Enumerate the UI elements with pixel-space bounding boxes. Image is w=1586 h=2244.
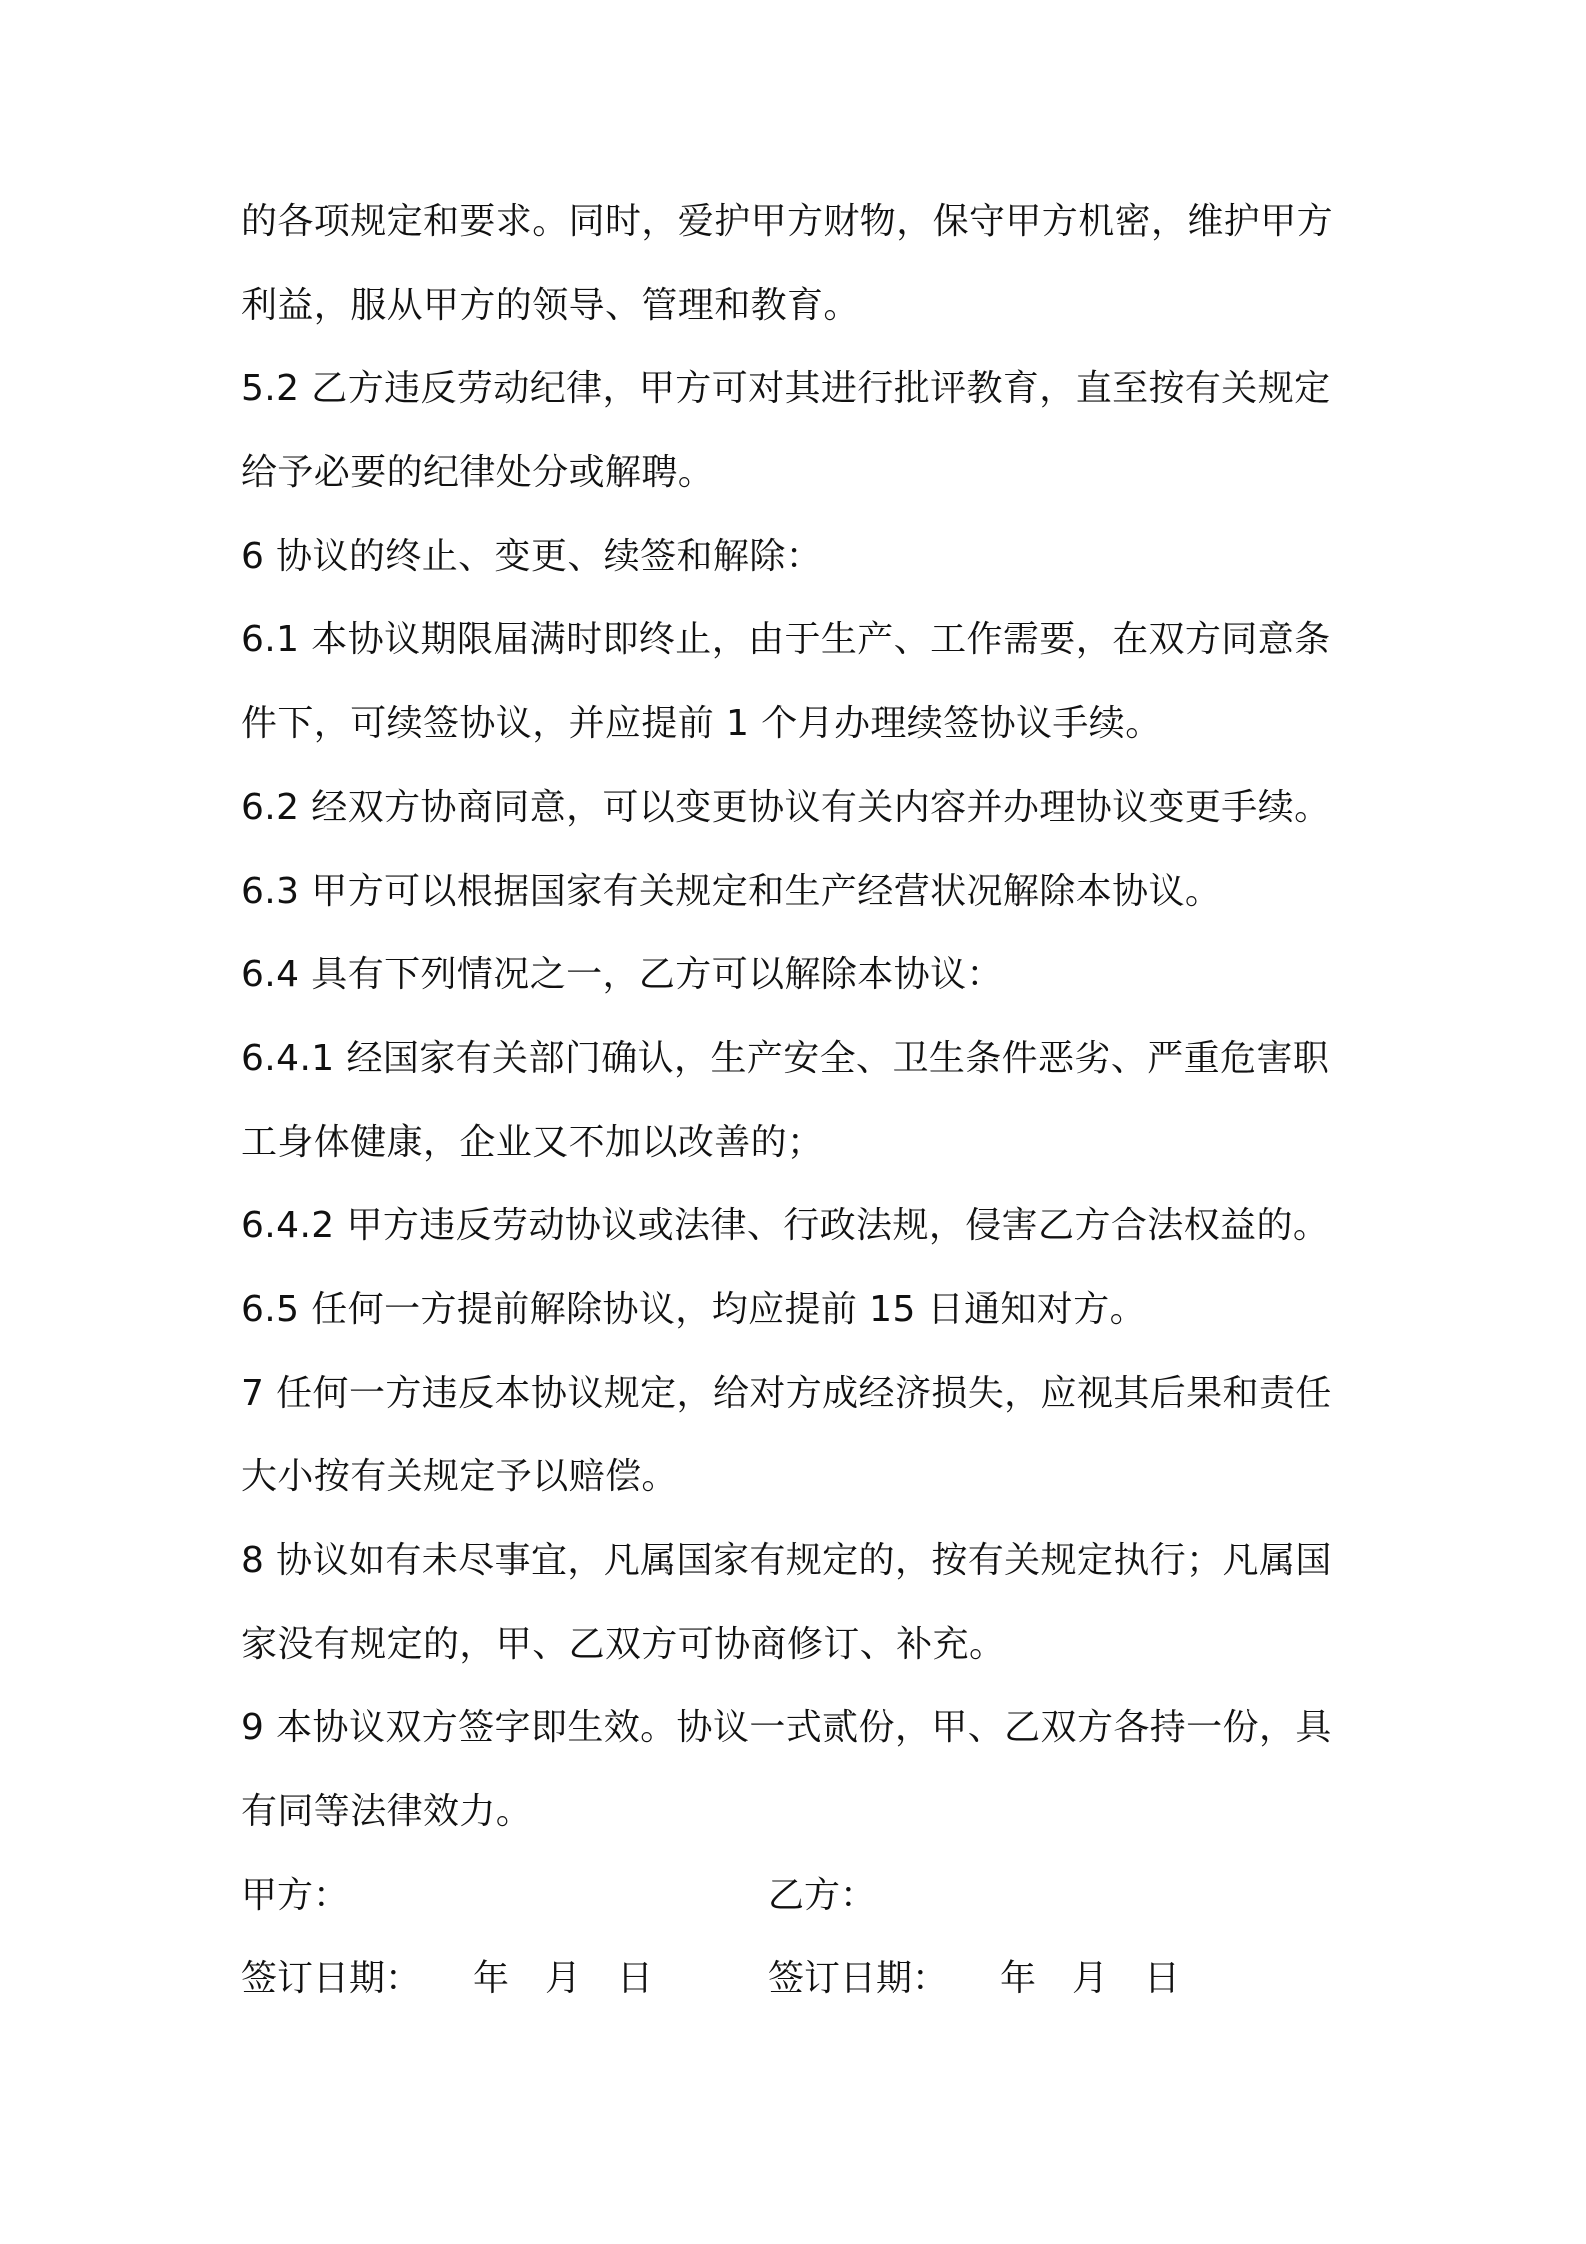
text-line: 大小按有关规定予以赔偿。 (241, 1456, 678, 1498)
clause-6-4: 6.4 具有下列情况之一，乙方可以解除本协议： (241, 954, 1003, 996)
party-b-label: 乙方： (768, 1874, 877, 1916)
text-line: 有同等法律效力。 (241, 1791, 533, 1833)
clause-6-4-2: 6.4.2 甲方违反劳动协议或法律、行政法规，侵害乙方合法权益的。 (241, 1205, 1330, 1247)
text-line: 家没有规定的，甲、乙双方可协商修订、补充。 (241, 1623, 1006, 1665)
date-label: 签订日期： (768, 1958, 949, 2000)
text-line: 利益，服从甲方的领导、管理和教育。 (241, 284, 860, 326)
clause-6-4-1: 6.4.1 经国家有关部门确认，生产安全、卫生条件恶劣、严重危害职 (241, 1037, 1330, 1079)
date-day: 日 (1144, 1958, 1181, 2000)
clause-8: 8 协议如有未尽事宜，凡属国家有规定的，按有关规定执行；凡属国 (241, 1540, 1332, 1581)
date-month: 月 (1072, 1958, 1109, 2000)
clause-6-3: 6.3 甲方可以根据国家有关规定和生产经营状况解除本协议。 (241, 870, 1222, 912)
date-month: 月 (545, 1958, 582, 2000)
party-row (241, 1870, 1361, 1954)
text-line: 的各项规定和要求。同时，爱护甲方财物，保守甲方机密，维护甲方 (241, 201, 1334, 242)
clause-6-2: 6.2 经双方协商同意，可以变更协议有关内容并办理协议变更手续。 (241, 786, 1331, 828)
clause-6-1: 6.1 本协议期限届满时即终止，由于生产、工作需要，在双方同意条 (241, 619, 1331, 661)
text-line: 工身体健康，企业又不加以改善的； (241, 1121, 824, 1163)
clause-6-5: 6.5 任何一方提前解除协议，均应提前 15 日通知对方。 (241, 1288, 1146, 1330)
text-line: 给予必要的纪律处分或解聘。 (241, 452, 715, 494)
date-label: 签订日期： (241, 1958, 422, 2000)
clause-9: 9 本协议双方签字即生效。协议一式贰份，甲、乙双方各持一份，具 (241, 1707, 1332, 1749)
date-year: 年 (473, 1958, 510, 2000)
clause-5-2: 5.2 乙方违反劳动纪律，甲方可对其进行批评教育，直至按有关规定 (241, 368, 1331, 410)
date-row (241, 1953, 1361, 2037)
party-b-date (768, 1953, 1180, 2005)
text-line: 件下，可续签协议，并应提前 1 个月办理续签协议手续。 (241, 703, 1162, 745)
clause-7: 7 任何一方违反本协议规定，给对方成经济损失，应视其后果和责任 (241, 1372, 1332, 1414)
party-a-label: 甲方： (241, 1874, 350, 1916)
date-day: 日 (617, 1958, 654, 2000)
section-6-heading: 6 协议的终止、变更、续签和解除： (241, 535, 823, 577)
date-year: 年 (1000, 1958, 1037, 2000)
document-body (241, 196, 1361, 2037)
party-a-date (241, 1953, 653, 2005)
